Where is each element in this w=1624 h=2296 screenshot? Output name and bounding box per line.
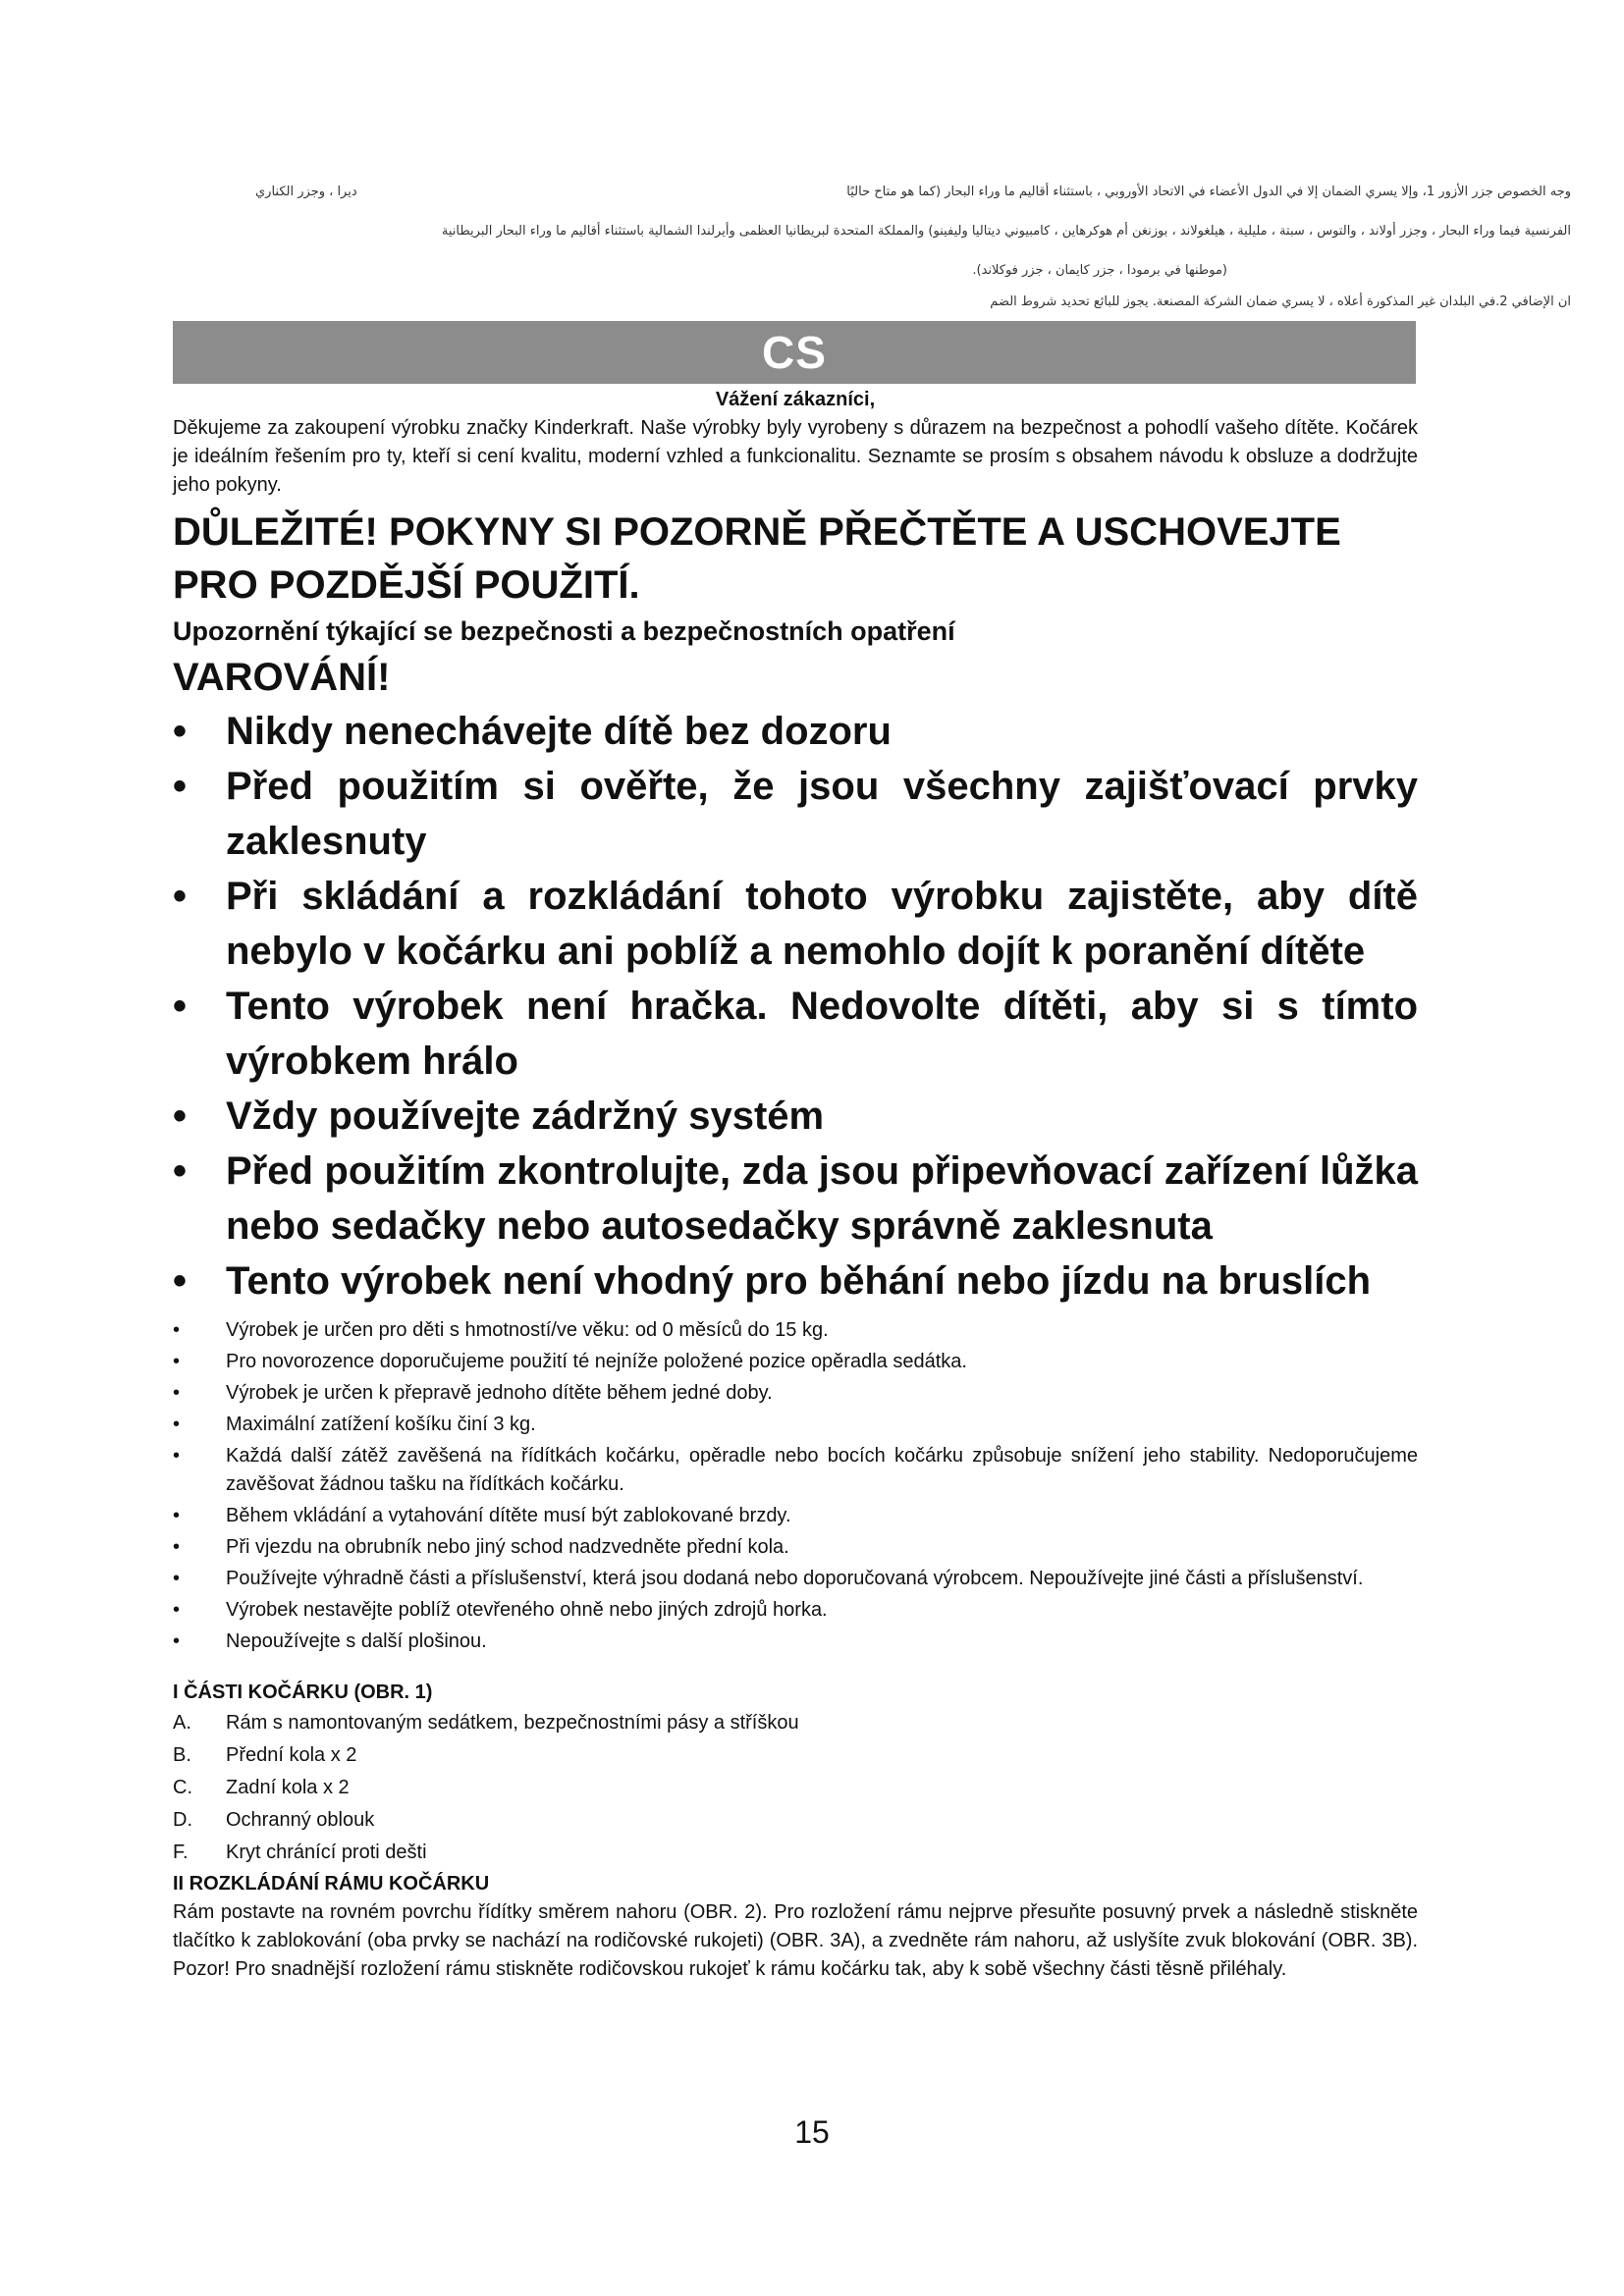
arabic-line-2: الفرنسية فيما وراء البحار ، وجزر أولاند ، والتوس ، سبتة ، مليلية ، هيلغولاند ، بوزنغن أم هوكرهاين ، كامبيوني ديتاليا وليفينو) والمملكة المتحدة لبريطانيا العظمى وأيرلندا الشمالية باستثناء أقاليم ما وراء البحار البريطانية bbox=[441, 224, 1571, 239]
section-parts-title: I ČÁSTI KOČÁRKU (OBR. 1) bbox=[173, 1682, 433, 1703]
part-text: Zadní kola x 2 bbox=[226, 1777, 350, 1798]
section-unfold-text: Rám postavte na rovném povrchu řídítky směrem nahoru (OBR. 2). Pro rozložení rámu nejprve přesuňte posuvný prvek a následně stiskněte tlačítko k zablokování (oba prvky se nachází na rodičovské rukojeti) (OBR. 3A), a zvedněte rám nahoru, až uslyšíte zvuk blokování (OBR. 3B). Pozor! Pro snadnější rozložení rámu stiskněte rodičovskou rukojeť k rámu kočárku tak, aby k sobě všechny části těsně přiléhaly. bbox=[173, 1901, 1418, 1980]
note-item: • Každá další zátěž zavěšená na řídítkách kočárku, opěradle nebo bocích kočárku způsobuje snížení jeho stability. Nedoporučujeme zavěšovat žádnou tašku na řídítkách kočárku. bbox=[173, 1442, 1418, 1499]
notes-list bbox=[173, 1316, 1418, 1656]
warning-heading: VAROVÁNÍ! bbox=[173, 656, 391, 699]
greeting: Vážení zákazníci, bbox=[715, 389, 876, 410]
main-content bbox=[173, 385, 1418, 1984]
part-text: Kryt chránící proti dešti bbox=[226, 1842, 427, 1863]
intro-paragraph: Děkujeme za zakoupení výrobku značky Kinderkraft. Naše výrobky byly vyrobeny s důrazem na bezpečnost a pohodlí vašeho dítěte. Kočárek je ideálním řešením pro ty, kteří si cení kvalitu, moderní vzhled a funkcionalitu. Seznamte se prosím s obsahem návodu k obsluze a dodržujte jeho pokyny. bbox=[173, 417, 1418, 496]
note-item: • Výrobek je určen pro děti s hmotností/ve věku: od 0 měsíců do 15 kg. bbox=[173, 1316, 1418, 1345]
part-item bbox=[173, 1707, 1418, 1739]
part-label: D. bbox=[173, 1809, 192, 1831]
part-item bbox=[173, 1837, 1418, 1869]
part-item bbox=[173, 1804, 1418, 1837]
important-title: DŮLEŽITÉ! POKYNY SI POZORNĚ PŘEČTĚTE A USCHOVEJTE PRO POZDĚJŠÍ POUŽITÍ. bbox=[173, 510, 1341, 607]
part-text: Ochranný oblouk bbox=[226, 1809, 375, 1831]
warning-item: • Nikdy nenechávejte dítě bez dozoru bbox=[173, 704, 1418, 759]
arabic-line-4: ان الإضافي 2.في البلدان غير المذكورة أعلاه ، لا يسري ضمان الشركة المصنعة. يجوز للبائع تحديد شروط الضم bbox=[990, 294, 1571, 309]
warning-item: • Tento výrobek není hračka. Nedovolte dítěti, aby si s tímto výrobkem hrálo bbox=[173, 979, 1418, 1089]
part-label: F. bbox=[173, 1842, 189, 1863]
warning-item: • Vždy používejte zádržný systém bbox=[173, 1089, 1418, 1144]
note-item: • Pro novorozence doporučujeme použití té nejníže položené pozice opěradla sedátka. bbox=[173, 1348, 1418, 1376]
note-item: • Výrobek je určen k přepravě jednoho dítěte během jedné doby. bbox=[173, 1379, 1418, 1408]
warning-item: • Před použitím zkontrolujte, zda jsou připevňovací zařízení lůžka nebo sedačky nebo autosedačky správně zaklesnuta bbox=[173, 1144, 1418, 1254]
warning-item: • Před použitím si ověřte, že jsou všechny zajišťovací prvky zaklesnuty bbox=[173, 759, 1418, 869]
section-unfold-title: II ROZKLÁDÁNÍ RÁMU KOČÁRKU bbox=[173, 1873, 490, 1895]
safety-heading: Upozornění týkající se bezpečnosti a bezpečnostních opatření bbox=[173, 616, 955, 646]
part-item bbox=[173, 1739, 1418, 1772]
note-item: • Při vjezdu na obrubník nebo jiný schod nadzvedněte přední kola. bbox=[173, 1533, 1418, 1562]
part-item bbox=[173, 1772, 1418, 1804]
part-label: B. bbox=[173, 1744, 191, 1766]
note-item: • Výrobek nestavějte poblíž otevřeného ohně nebo jiných zdrojů horka. bbox=[173, 1596, 1418, 1625]
arabic-line-1-left: ديرا ، وجزر الكناري bbox=[255, 185, 357, 199]
page-number: 15 bbox=[794, 2114, 830, 2150]
part-label: A. bbox=[173, 1712, 191, 1734]
part-text: Rám s namontovaným sedátkem, bezpečnostními pásy a stříškou bbox=[226, 1712, 799, 1734]
note-item: • Maximální zatížení košíku činí 3 kg. bbox=[173, 1411, 1418, 1439]
arabic-line-3: (موطنها في برمودا ، جزر كايمان ، جزر فوكلاند). bbox=[972, 263, 1227, 278]
note-item: • Nepoužívejte s další plošinou. bbox=[173, 1628, 1418, 1656]
warning-item: • Při skládání a rozkládání tohoto výrobku zajistěte, aby dítě nebylo v kočárku ani poblíž a nemohlo dojít k poranění dítěte bbox=[173, 869, 1418, 979]
part-label: C. bbox=[173, 1777, 192, 1798]
warning-item: • Tento výrobek není vhodný pro běhání nebo jízdu na bruslích bbox=[173, 1254, 1418, 1308]
part-text: Přední kola x 2 bbox=[226, 1744, 357, 1766]
note-item: • Používejte výhradně části a příslušenství, která jsou dodaná nebo doporučovaná výrobcem. Nepoužívejte jiné části a příslušenství. bbox=[173, 1565, 1418, 1593]
note-item: • Během vkládání a vytahování dítěte musí být zablokované brzdy. bbox=[173, 1502, 1418, 1530]
language-banner: CS bbox=[173, 321, 1416, 384]
arabic-line-1: وجه الخصوص جزر الأزور 1، وإلا يسري الضمان إلا في الدول الأعضاء في الاتحاد الأوروبي ، باستثناء أقاليم ما وراء البحار (كما هو متاح حاليًا bbox=[846, 185, 1571, 199]
warning-list bbox=[173, 704, 1418, 1308]
parts-list bbox=[173, 1707, 1418, 1869]
